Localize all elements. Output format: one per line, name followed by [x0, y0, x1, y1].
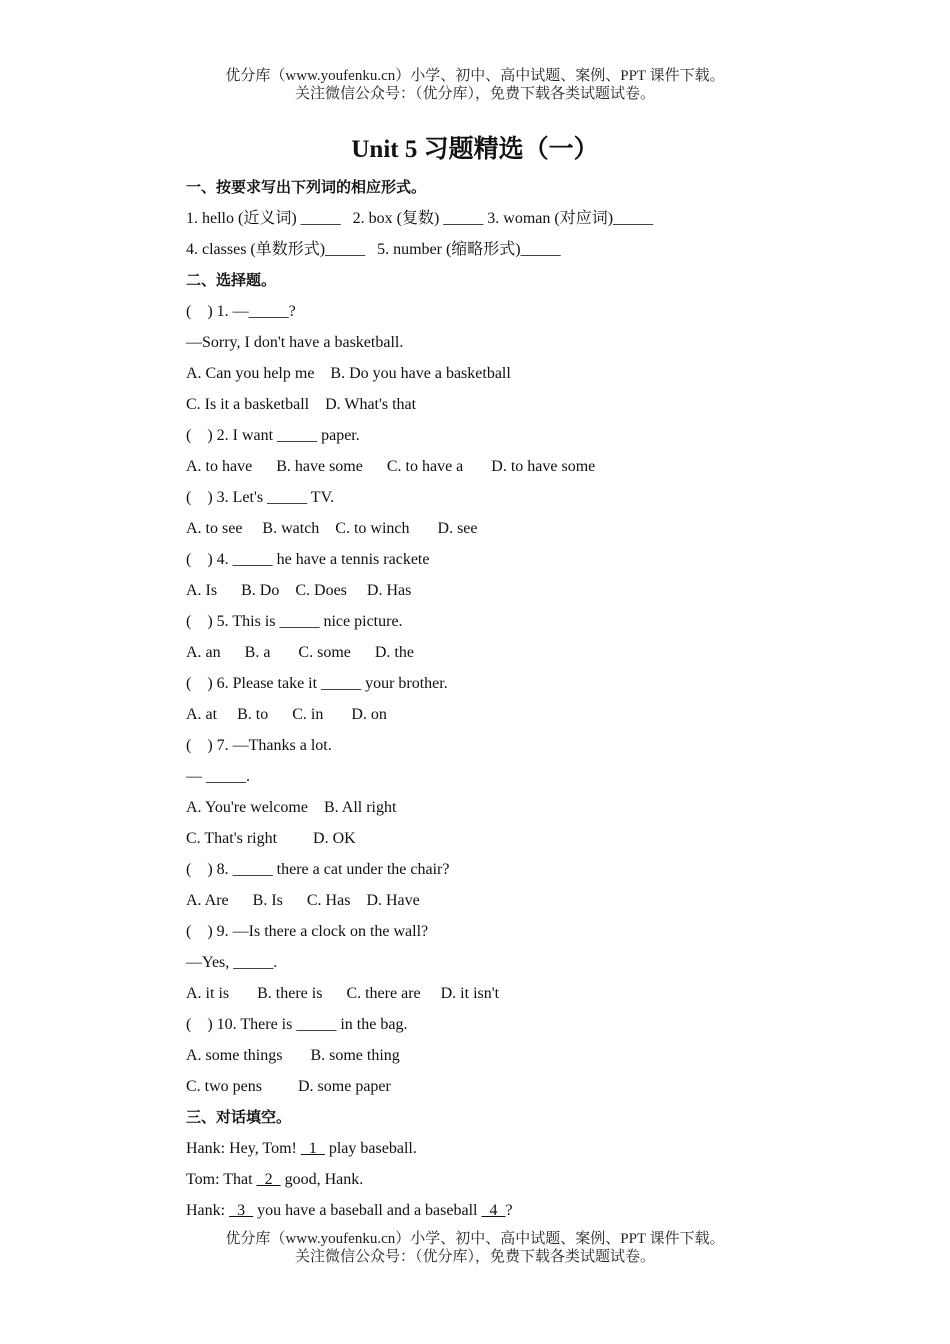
text-line: ( ) 10. There is _____ in the bag.	[186, 1016, 408, 1033]
dialog-blank: 3	[229, 1202, 254, 1219]
footer-line-1: 优分库（www.youfenku.cn）小学、初中、高中试题、案例、PPT 课件下载。	[225, 1231, 725, 1247]
dialog-text: play baseball.	[324, 1140, 417, 1157]
text-line: A. to see B. watch C. to winch D. see	[186, 520, 478, 537]
text-line: A. at B. to C. in D. on	[186, 706, 387, 723]
header-line-1: 优分库（www.youfenku.cn）小学、初中、高中试题、案例、PPT 课件下载。	[225, 68, 725, 84]
dialog-text: good, Hank.	[280, 1171, 364, 1188]
section-heading: 三、对话填空。	[186, 1108, 292, 1126]
section-heading: 一、按要求写出下列词的相应形式。	[186, 178, 427, 196]
page-header	[0, 67, 950, 103]
text-line: A. You're welcome B. All right	[186, 799, 397, 816]
text-line: A. an B. a C. some D. the	[186, 644, 414, 661]
dialog-text: ?	[505, 1202, 513, 1219]
text-line: A. to have B. have some C. to have a D. to have some	[186, 458, 596, 475]
text-line: ( ) 7. —Thanks a lot.	[186, 737, 332, 754]
dialog-text: you have a baseball and a baseball	[253, 1202, 482, 1219]
text-line: C. That's right D. OK	[186, 830, 356, 847]
text-line: ( ) 4. _____ he have a tennis rackete	[186, 551, 430, 568]
text-line: C. two pens D. some paper	[186, 1078, 391, 1095]
text-line: ( ) 8. _____ there a cat under the chair?	[186, 861, 450, 878]
text-line: ( ) 5. This is _____ nice picture.	[186, 613, 403, 630]
text-line: ( ) 1. —_____?	[186, 303, 296, 320]
text-line: — _____.	[186, 768, 250, 785]
dialog-text: Hank: Hey, Tom!	[186, 1140, 301, 1157]
text-line: A. Is B. Do C. Does D. Has	[186, 582, 412, 599]
text-line: 4. classes (单数形式)_____ 5. number (缩略形式)_____	[186, 241, 561, 258]
text-line: 1. hello (近义词) _____ 2. box (复数) _____ 3. woman (对应词)_____	[186, 210, 654, 227]
text-line: A. some things B. some thing	[186, 1047, 400, 1064]
question-lines	[186, 172, 906, 1133]
text-line: C. Is it a basketball D. What's that	[186, 396, 417, 413]
worksheet-content	[186, 172, 906, 1226]
dialog-line	[186, 1133, 906, 1164]
section-heading: 二、选择题。	[186, 271, 277, 289]
footer-line-2: 关注微信公众号：（优分库），免费下载各类试题试卷。	[294, 1249, 655, 1265]
text-line: —Sorry, I don't have a basketball.	[186, 334, 404, 351]
text-line: ( ) 6. Please take it _____ your brother.	[186, 675, 448, 692]
text-line: —Yes, _____.	[186, 954, 278, 971]
dialog-blank: 4	[481, 1202, 506, 1219]
dialog-lines	[186, 1133, 906, 1226]
page-title: Unit 5 习题精选（一）	[351, 136, 599, 163]
header-line-2: 关注微信公众号：（优分库），免费下载各类试题试卷。	[294, 86, 655, 102]
text-line: ( ) 2. I want _____ paper.	[186, 427, 360, 444]
text-line: A. it is B. there is C. there are D. it isn't	[186, 985, 500, 1002]
dialog-line	[186, 1195, 906, 1226]
text-line: ( ) 9. —Is there a clock on the wall?	[186, 923, 429, 940]
text-line: A. Are B. Is C. Has D. Have	[186, 892, 420, 909]
dialog-text: Hank:	[186, 1202, 230, 1219]
page-footer	[0, 1230, 950, 1266]
text-line: A. Can you help me B. Do you have a basketball	[186, 365, 511, 382]
dialog-blank: 2	[256, 1171, 281, 1188]
dialog-text: Tom: That	[186, 1171, 257, 1188]
text-line: ( ) 3. Let's _____ TV.	[186, 489, 335, 506]
dialog-blank: 1	[300, 1140, 325, 1157]
dialog-line	[186, 1164, 906, 1195]
